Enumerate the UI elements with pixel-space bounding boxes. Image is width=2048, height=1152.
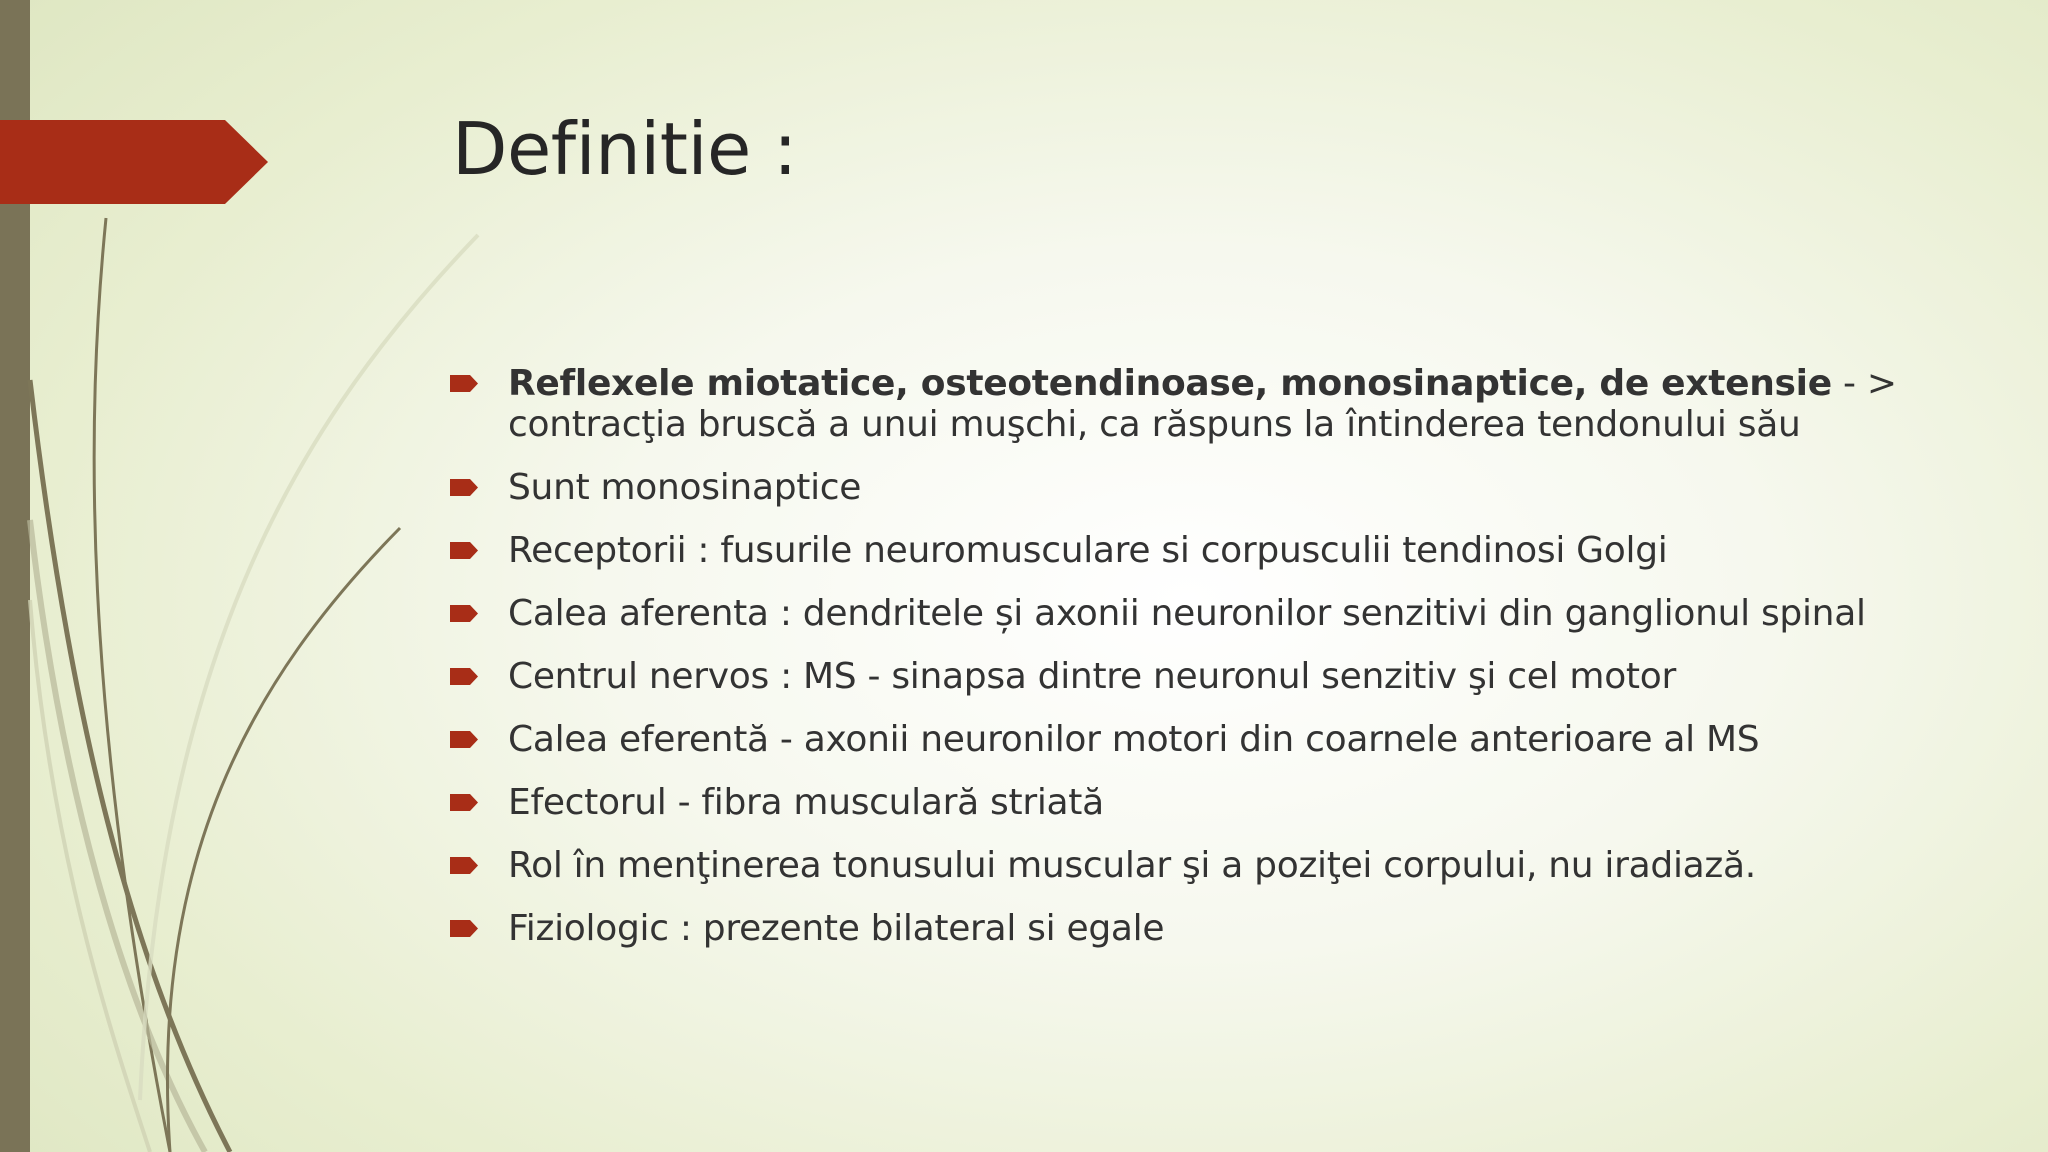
- arrow-bullet-icon: [450, 542, 478, 559]
- arrow-bullet-icon: [450, 479, 478, 496]
- bullet-text: Fiziologic : prezente bilateral si egale: [508, 908, 1165, 949]
- bullet-text: Sunt monosinaptice: [508, 467, 862, 508]
- title-accent-tab: [0, 120, 268, 204]
- bullet-item: [450, 467, 1930, 508]
- bullet-item: [450, 363, 1930, 445]
- arrow-bullet-icon: [450, 605, 478, 622]
- arrow-bullet-icon: [450, 375, 478, 392]
- bullet-item: [450, 719, 1930, 760]
- arrow-bullet-icon: [450, 794, 478, 811]
- bullet-item: [450, 782, 1930, 823]
- bullet-text: Efectorul - fibra musculară striată: [508, 782, 1104, 823]
- bullet-text: Calea eferentă - axonii neuronilor motori din coarnele anterioare al MS: [508, 719, 1760, 760]
- bullet-text: Receptorii : fusurile neuromusculare si corpusculii tendinosi Golgi: [508, 530, 1668, 571]
- bullet-text: - > contracţia bruscă a unui muşchi, ca răspuns la întinderea tendonului său: [508, 363, 1897, 445]
- bullet-item: [450, 593, 1930, 634]
- slide-title: Definitie :: [452, 107, 797, 191]
- arrow-bullet-icon: [450, 857, 478, 874]
- arrow-bullet-icon: [450, 920, 478, 937]
- bullet-text: Rol în menţinerea tonusului muscular şi a poziţei corpului, nu iradiază.: [508, 845, 1756, 886]
- bullet-bold-text: Reflexele miotatice, osteotendinoase, monosinaptice, de extensie: [508, 363, 1832, 404]
- bullet-item: [450, 908, 1930, 949]
- arrow-bullet-icon: [450, 731, 478, 748]
- bullet-item: [450, 530, 1930, 571]
- bullet-item: [450, 656, 1930, 697]
- bullet-list: [450, 363, 1930, 971]
- bullet-text: Calea aferenta : dendritele și axonii neuronilor senzitivi din ganglionul spinal: [508, 593, 1866, 634]
- arrow-bullet-icon: [450, 668, 478, 685]
- bullet-text: Centrul nervos : MS - sinapsa dintre neuronul senzitiv şi cel motor: [508, 656, 1676, 697]
- bullet-item: [450, 845, 1930, 886]
